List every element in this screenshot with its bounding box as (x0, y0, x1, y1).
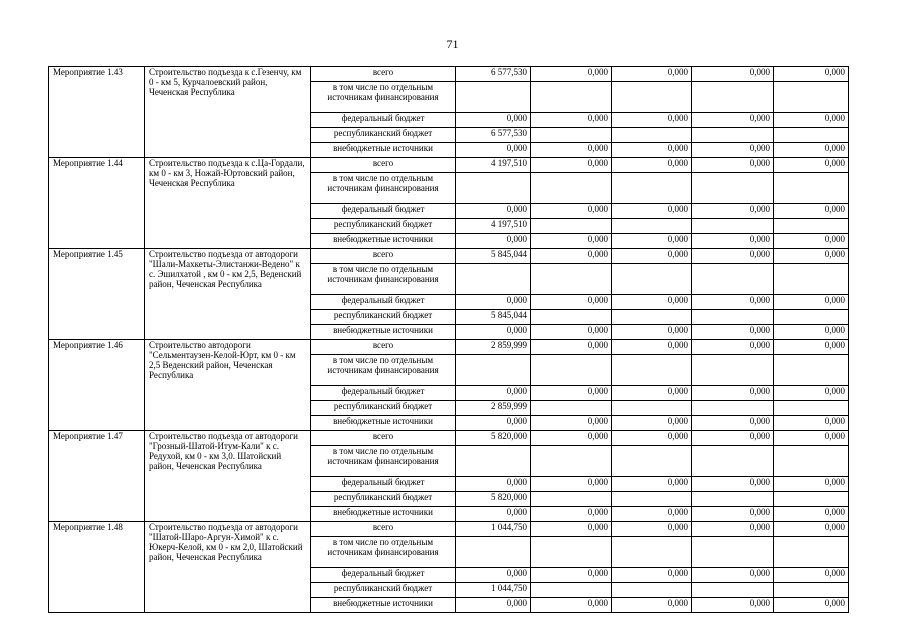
amount-cell: 0,000 (692, 507, 774, 522)
amount-cell (612, 310, 692, 325)
amount-cell (774, 583, 849, 598)
amount-cell: 0,000 (612, 522, 692, 537)
amount-cell (612, 128, 692, 143)
measure-id: Мероприятие 1.44 (49, 158, 145, 249)
amount-cell: 0,000 (774, 113, 849, 128)
amount-cell (456, 537, 531, 568)
amount-cell: 0,000 (456, 507, 531, 522)
amount-cell (531, 310, 612, 325)
amount-cell (774, 173, 849, 204)
amount-cell: 0,000 (692, 568, 774, 583)
amount-cell: 2 859,999 (456, 401, 531, 416)
amount-cell: 0,000 (774, 477, 849, 492)
amount-cell: 0,000 (612, 113, 692, 128)
amount-cell: 0,000 (692, 431, 774, 446)
amount-cell: 0,000 (692, 67, 774, 82)
amount-cell (531, 264, 612, 295)
amount-cell: 0,000 (531, 568, 612, 583)
funding-source-label: федеральный бюджет (311, 295, 456, 310)
table-row (49, 522, 849, 537)
funding-source-label: республиканский бюджет (311, 583, 456, 598)
amount-cell: 0,000 (692, 416, 774, 431)
amount-cell (456, 446, 531, 477)
funding-source-label: всего (311, 522, 456, 537)
amount-cell: 0,000 (692, 158, 774, 173)
funding-source-label: всего (311, 158, 456, 173)
funding-source-label: всего (311, 67, 456, 82)
funding-source-label: внебюджетные источники (311, 234, 456, 249)
amount-cell: 0,000 (774, 522, 849, 537)
measure-description: Строительство подъезда от автодороги "Грозный-Шатой-Итум-Кали" к с. Редухой, км 0 - км 3,0. Шатойский район, Чеченская Республика (145, 431, 311, 522)
amount-cell: 4 197,510 (456, 158, 531, 173)
amount-cell (531, 401, 612, 416)
amount-cell: 1 044,750 (456, 522, 531, 537)
amount-cell: 0,000 (692, 325, 774, 340)
funding-source-label: в том числе по отдельным источникам финансирования (311, 173, 456, 204)
measure-id: Мероприятие 1.46 (49, 340, 145, 431)
measure-id: Мероприятие 1.48 (49, 522, 145, 613)
measure-id: Мероприятие 1.43 (49, 67, 145, 158)
amount-cell: 0,000 (612, 234, 692, 249)
amount-cell: 0,000 (692, 143, 774, 158)
amount-cell (531, 82, 612, 113)
amount-cell: 0,000 (531, 477, 612, 492)
amount-cell: 0,000 (774, 416, 849, 431)
amount-cell: 0,000 (612, 431, 692, 446)
measure-id: Мероприятие 1.47 (49, 431, 145, 522)
amount-cell: 0,000 (692, 249, 774, 264)
amount-cell: 0,000 (531, 295, 612, 310)
amount-cell: 0,000 (531, 249, 612, 264)
funding-source-label: внебюджетные источники (311, 598, 456, 613)
amount-cell: 0,000 (456, 477, 531, 492)
funding-source-label: республиканский бюджет (311, 128, 456, 143)
amount-cell (774, 446, 849, 477)
amount-cell: 0,000 (531, 325, 612, 340)
amount-cell: 0,000 (612, 143, 692, 158)
funding-source-label: федеральный бюджет (311, 477, 456, 492)
amount-cell (456, 355, 531, 386)
amount-cell (692, 82, 774, 113)
amount-cell (612, 264, 692, 295)
amount-cell: 0,000 (612, 386, 692, 401)
amount-cell: 0,000 (612, 67, 692, 82)
amount-cell (531, 173, 612, 204)
amount-cell (612, 173, 692, 204)
amount-cell: 1 044,750 (456, 583, 531, 598)
amount-cell: 0,000 (612, 204, 692, 219)
amount-cell: 0,000 (456, 568, 531, 583)
amount-cell (692, 355, 774, 386)
amount-cell (774, 537, 849, 568)
amount-cell: 0,000 (531, 431, 612, 446)
amount-cell: 0,000 (531, 67, 612, 82)
amount-cell (692, 310, 774, 325)
amount-cell: 0,000 (774, 507, 849, 522)
amount-cell: 0,000 (531, 507, 612, 522)
table-row (49, 67, 849, 82)
funding-source-label: в том числе по отдельным источникам финансирования (311, 82, 456, 113)
table-row (49, 158, 849, 173)
amount-cell: 0,000 (531, 340, 612, 355)
amount-cell: 0,000 (774, 295, 849, 310)
amount-cell (456, 82, 531, 113)
table-row (49, 249, 849, 264)
amount-cell: 0,000 (531, 113, 612, 128)
amount-cell (612, 446, 692, 477)
amount-cell: 0,000 (531, 522, 612, 537)
amount-cell (531, 355, 612, 386)
amount-cell (456, 173, 531, 204)
amount-cell (774, 219, 849, 234)
amount-cell (692, 128, 774, 143)
amount-cell (692, 264, 774, 295)
funding-source-label: республиканский бюджет (311, 219, 456, 234)
amount-cell: 0,000 (456, 113, 531, 128)
amount-cell: 0,000 (612, 295, 692, 310)
amount-cell: 0,000 (456, 295, 531, 310)
amount-cell (456, 264, 531, 295)
measure-id: Мероприятие 1.45 (49, 249, 145, 340)
amount-cell: 0,000 (456, 204, 531, 219)
amount-cell: 0,000 (456, 234, 531, 249)
measure-description: Строительство подъезда к с.Ца-Гордали, км 0 - км 3, Ножай-Юртовский район, Чеченская Республика (145, 158, 311, 249)
amount-cell: 0,000 (612, 477, 692, 492)
funding-source-label: федеральный бюджет (311, 204, 456, 219)
amount-cell: 0,000 (612, 249, 692, 264)
amount-cell: 0,000 (774, 325, 849, 340)
amount-cell: 0,000 (774, 598, 849, 613)
amount-cell: 0,000 (456, 416, 531, 431)
amount-cell: 0,000 (456, 325, 531, 340)
amount-cell: 0,000 (531, 386, 612, 401)
amount-cell (612, 82, 692, 113)
amount-cell: 6 577,530 (456, 67, 531, 82)
funding-source-label: всего (311, 249, 456, 264)
amount-cell: 0,000 (531, 143, 612, 158)
funding-source-label: всего (311, 340, 456, 355)
amount-cell (774, 264, 849, 295)
amount-cell (692, 219, 774, 234)
amount-cell (531, 583, 612, 598)
amount-cell: 5 845,044 (456, 310, 531, 325)
funding-source-label: республиканский бюджет (311, 492, 456, 507)
amount-cell (612, 583, 692, 598)
amount-cell: 0,000 (612, 416, 692, 431)
measure-description: Строительство подъезда от автодороги "Шатой-Шаро-Аргун-Химой" к с. Юкерч-Келой, км 0 - км 2,0, Шатойский район, Чеченская Республика (145, 522, 311, 613)
amount-cell (692, 446, 774, 477)
funding-source-label: в том числе по отдельным источникам финансирования (311, 264, 456, 295)
amount-cell: 0,000 (692, 598, 774, 613)
amount-cell: 0,000 (531, 158, 612, 173)
amount-cell: 5 820,000 (456, 492, 531, 507)
amount-cell: 0,000 (612, 507, 692, 522)
amount-cell: 0,000 (692, 204, 774, 219)
funding-source-label: в том числе по отдельным источникам финансирования (311, 355, 456, 386)
amount-cell: 0,000 (774, 204, 849, 219)
table-row (49, 431, 849, 446)
amount-cell: 5 845,044 (456, 249, 531, 264)
amount-cell: 4 197,510 (456, 219, 531, 234)
amount-cell: 0,000 (531, 204, 612, 219)
amount-cell: 0,000 (774, 568, 849, 583)
funding-source-label: федеральный бюджет (311, 568, 456, 583)
amount-cell: 0,000 (774, 386, 849, 401)
measure-description: Строительство подъезда к с.Гезенчу, км 0 - км 5, Курчалоевский район, Чеченская Республика (145, 67, 311, 158)
amount-cell: 0,000 (456, 386, 531, 401)
amount-cell: 0,000 (774, 67, 849, 82)
amount-cell (612, 355, 692, 386)
amount-cell: 0,000 (692, 522, 774, 537)
amount-cell (612, 537, 692, 568)
amount-cell: 0,000 (774, 143, 849, 158)
amount-cell: 0,000 (612, 568, 692, 583)
amount-cell: 0,000 (774, 431, 849, 446)
amount-cell: 0,000 (774, 340, 849, 355)
amount-cell: 0,000 (692, 113, 774, 128)
funding-source-label: внебюджетные источники (311, 143, 456, 158)
amount-cell: 0,000 (692, 386, 774, 401)
amount-cell: 0,000 (456, 598, 531, 613)
amount-cell: 0,000 (692, 295, 774, 310)
funding-source-label: в том числе по отдельным источникам финансирования (311, 537, 456, 568)
funding-source-label: федеральный бюджет (311, 113, 456, 128)
amount-cell: 2 859,999 (456, 340, 531, 355)
funding-source-label: внебюджетные источники (311, 507, 456, 522)
amount-cell (692, 583, 774, 598)
amount-cell (612, 401, 692, 416)
amount-cell (692, 401, 774, 416)
amount-cell (774, 492, 849, 507)
amount-cell (531, 492, 612, 507)
amount-cell (774, 310, 849, 325)
amount-cell: 0,000 (774, 249, 849, 264)
amount-cell: 0,000 (531, 416, 612, 431)
amount-cell: 0,000 (692, 234, 774, 249)
amount-cell (531, 537, 612, 568)
amount-cell: 0,000 (692, 340, 774, 355)
amount-cell (774, 355, 849, 386)
funding-source-label: внебюджетные источники (311, 325, 456, 340)
funding-source-label: всего (311, 431, 456, 446)
amount-cell (774, 401, 849, 416)
amount-cell: 6 577,530 (456, 128, 531, 143)
amount-cell: 0,000 (456, 143, 531, 158)
funding-source-label: внебюджетные источники (311, 416, 456, 431)
amount-cell: 0,000 (612, 325, 692, 340)
funding-source-label: республиканский бюджет (311, 401, 456, 416)
amount-cell (531, 219, 612, 234)
measure-description: Строительство подъезда от автодороги "Шали-Махкеты-Элистанжи-Ведено" к с. Эшилхатой , км 0 - км 2,5, Веденский район, Чеченская Республика (145, 249, 311, 340)
amount-cell: 0,000 (531, 598, 612, 613)
amount-cell: 5 820,000 (456, 431, 531, 446)
table-row (49, 340, 849, 355)
amount-cell (612, 492, 692, 507)
amount-cell (531, 446, 612, 477)
amount-cell (774, 82, 849, 113)
measure-description: Строительство автодороги "Сельментаузен-Келой-Юрт, км 0 - км 2,5 Веденский район, Чеченская Республика (145, 340, 311, 431)
funding-source-label: в том числе по отдельным источникам финансирования (311, 446, 456, 477)
amount-cell: 0,000 (774, 234, 849, 249)
funding-source-label: республиканский бюджет (311, 310, 456, 325)
amount-cell (612, 219, 692, 234)
amount-cell (774, 128, 849, 143)
amount-cell (692, 492, 774, 507)
amount-cell (692, 173, 774, 204)
funding-table (48, 66, 849, 613)
page-number: 71 (446, 37, 459, 51)
amount-cell: 0,000 (612, 598, 692, 613)
amount-cell: 0,000 (774, 158, 849, 173)
amount-cell (531, 128, 612, 143)
funding-source-label: федеральный бюджет (311, 386, 456, 401)
amount-cell: 0,000 (612, 340, 692, 355)
amount-cell: 0,000 (612, 158, 692, 173)
amount-cell (692, 537, 774, 568)
amount-cell: 0,000 (531, 234, 612, 249)
amount-cell: 0,000 (692, 477, 774, 492)
